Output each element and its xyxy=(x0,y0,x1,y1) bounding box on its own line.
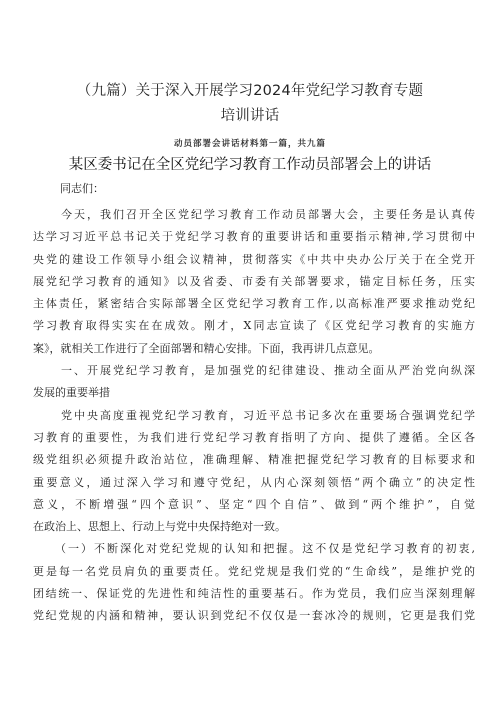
body-line: 主体责任，紧密结合实际部署全区党纪学习教育工作,以高标准严要求推动党纪 xyxy=(33,297,475,311)
section-heading-line: 发展的重要举措 xyxy=(33,386,110,400)
body-line: 党纪党规的内涵和精神，要认识到党纪不仅仅是一套冰冷的规则，它更是我们党 xyxy=(33,609,475,623)
body-line: 党中央高度重视党纪学习教育，习近平总书记多次在重要场合强调党纪学 xyxy=(61,408,475,422)
body-line: 今天，我们召开全区党纪学习教育工作动员部署大会，主要任务是认真传 xyxy=(61,208,475,221)
body-line: 学习教育取得实实在在成效。刚才，X同志宣读了《区党纪学习教育的实施方 xyxy=(33,319,475,333)
greeting: 同志们： xyxy=(60,182,104,195)
body-line: 央党的建设工作领导小组会议精神，贯彻落实《中共中央办公厅关于在全党开 xyxy=(33,252,475,266)
body-line: 习教育的重要性，为我们进行党纪学习教育指明了方向、提供了遵循。全区各 xyxy=(33,430,475,444)
document-title-line-1: （九篇）关于深入开展学习2024年党纪学习教育专题 xyxy=(76,83,424,99)
body-text xyxy=(33,204,475,628)
body-line: 重要意义，通过深入学习和遵守党纪，从内心深刻领悟“两个确立”的决定性 xyxy=(33,475,475,489)
body-line: 意义，不断增强“四个意识”、坚定“四个自信”、做到“两个维护”，自觉 xyxy=(33,497,475,511)
body-line: 达学习习近平总书记关于党纪学习教育的重要讲话和重要指示精神,学习贯彻中 xyxy=(33,230,475,244)
section-heading-line: 一、开展党纪学习教育，是加强党的纪律建设、推动全面从严治党向纵深 xyxy=(61,364,475,378)
body-line: （一）不断深化对党纪党规的认知和把握。这不仅是党纪学习教育的初衷, xyxy=(55,542,475,556)
body-line: 级党组织必须提升政治站位，准确理解、精准把握党纪学习教育的目标要求和 xyxy=(33,453,475,467)
body-line: 更是每一名党员肩负的重要责任。党纪党规是我们党的“生命线”，是维护党的 xyxy=(33,564,475,578)
document-subtitle: 动员部署会讲话材料第一篇，共九篇 xyxy=(173,139,326,149)
body-line: 案》，就相关工作进行了全面部署和精心安排。下面，我再讲几点意见。 xyxy=(33,341,380,355)
speech-title: 某区委书记在全区党纪学习教育工作动员部署会上的讲话 xyxy=(68,157,432,173)
body-line: 展党纪学习教育的通知》以及省委、市委有关部署要求，锚定目标任务，压实 xyxy=(33,274,475,288)
body-line: 在政治上、思想上、行动上与党中央保持绝对一致。 xyxy=(33,520,286,534)
body-line: 团结统一、保证党的先进性和纯洁性的重要基石。作为党员，我们应当深刻理解 xyxy=(33,587,475,601)
document-title-line-2: 培训讲话 xyxy=(220,108,280,124)
